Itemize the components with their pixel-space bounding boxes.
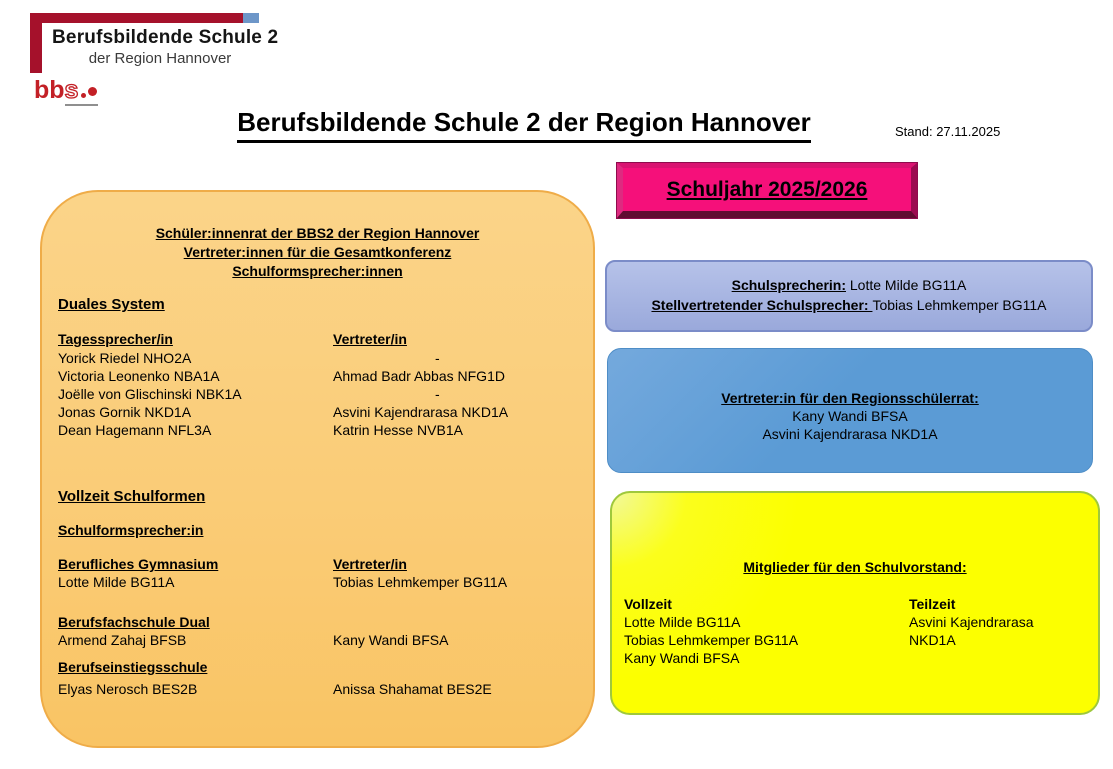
dual-system-heading: Duales System: [58, 296, 165, 313]
board-member-name: Kany Wandi BFSA: [624, 650, 740, 666]
board-member-name: Tobias Lehmkemper BG11A: [624, 632, 799, 648]
stellvertreter-line: [607, 295, 1091, 315]
vollzeit-section-names: [58, 631, 585, 649]
tagessprecher-name: Yorick Riedel NHO2A: [58, 350, 192, 366]
vertreter-name: -: [435, 350, 440, 366]
tagessprecher-name: Dean Hagemann NFL3A: [58, 422, 212, 438]
sprecher-name: Lotte Milde BG11A: [58, 574, 175, 590]
page-title: [154, 107, 894, 143]
schulsprecherin-line: [607, 275, 1091, 295]
dual-row: [58, 349, 585, 367]
vertreter-name: Ahmad Badr Abbas NFG1D: [333, 368, 505, 384]
logo-school-name: Berufsbildende Schule 2: [52, 27, 279, 48]
bbs-logo: [34, 77, 98, 103]
logo-frame-horizontal-bar: [30, 13, 243, 23]
empty-cell: [333, 613, 585, 631]
bbs-logo-s-dots: [65, 76, 99, 106]
regional-council-title: Vertreter:in für den Regionsschülerrat:: [721, 390, 979, 406]
school-board-box: [610, 491, 1100, 715]
teilzeit-column-label: Teilzeit: [909, 596, 956, 612]
vertreter-name: Katrin Hesse NVB1A: [333, 422, 463, 438]
vertreter-name: Anissa Shahamat BES2E: [333, 681, 492, 697]
board-member-name: Asvini Kajendrarasa: [909, 614, 1034, 630]
stellvertreter-name: Tobias Lehmkemper BG11A: [872, 297, 1047, 313]
logo-blue-square: [243, 13, 259, 23]
vertreter-name: Asvini Kajendrarasa NKD1A: [333, 404, 509, 420]
vertreter-name: Tobias Lehmkemper BG11A: [333, 574, 508, 590]
dual-row: [58, 403, 585, 421]
vollzeit-section-labels: [58, 613, 585, 631]
school-speakers-box: [605, 260, 1093, 332]
date-stamp: Stand: 27.11.2025: [895, 124, 1001, 139]
logo-region-name: der Region Hannover: [88, 50, 232, 67]
board-member-name: NKD1A: [909, 632, 956, 648]
school-board-teilzeit-column: [909, 595, 1090, 667]
bbs-small-dot-icon: [81, 93, 86, 98]
vollzeit-heading: Vollzeit Schulformen: [58, 488, 206, 505]
council-heading: [42, 224, 593, 281]
vertreter-column-header: Vertreter/in: [333, 556, 407, 572]
schulform-label: Berufseinstiegsschule: [58, 659, 208, 675]
council-heading-line2: Vertreter:innen für die Gesamtkonferenz: [183, 244, 452, 260]
regional-council-box: [607, 348, 1093, 473]
sprecher-name: Armend Zahaj BFSB: [58, 632, 187, 648]
schuljahr-banner: [617, 163, 917, 218]
vollzeit-section-labels: [58, 555, 585, 573]
council-heading-line1: Schüler:innenrat der BBS2 der Region Hannover: [155, 225, 480, 241]
student-council-box: [40, 190, 595, 748]
empty-cell: [333, 658, 585, 676]
schulsprecherin-name: Lotte Milde BG11A: [846, 277, 967, 293]
vollzeit-section-labels: [58, 658, 585, 676]
schulform-label: Berufsfachschule Dual: [58, 614, 210, 630]
dual-column-headers: [58, 330, 585, 348]
tagessprecher-column-header: Tagessprecher/in: [58, 331, 173, 347]
school-board-vollzeit-column: [624, 595, 909, 667]
schulformsprecher-subheading: Schulformsprecher:in: [58, 522, 204, 538]
vertreter-name: Kany Wandi BFSA: [333, 632, 449, 648]
sprecher-name: Elyas Nerosch BES2B: [58, 681, 198, 697]
schulsprecherin-label: Schulsprecherin:: [731, 277, 846, 293]
regional-council-name: Kany Wandi BFSA: [792, 408, 908, 424]
page-title-text: Berufsbildende Schule 2 der Region Hannover: [237, 107, 811, 143]
regional-council-name: Asvini Kajendrarasa NKD1A: [762, 426, 938, 442]
vertreter-column-header: Vertreter/in: [333, 331, 407, 347]
school-board-title: Mitglieder für den Schulvorstand:: [743, 559, 967, 575]
vollzeit-section-names: [58, 680, 585, 698]
schuljahr-label: Schuljahr 2025/2026: [666, 177, 868, 201]
tagessprecher-name: Joëlle von Glischinski NBK1A: [58, 386, 242, 402]
vollzeit-section-names: [58, 573, 585, 591]
school-board-columns: [624, 595, 1090, 667]
dual-row: [58, 367, 585, 385]
dual-row: [58, 385, 585, 403]
bbs-logo-bb: bb: [34, 76, 65, 104]
dual-row: [58, 421, 585, 439]
council-heading-line3: Schulformsprecher:innen: [232, 263, 403, 279]
tagessprecher-name: Jonas Gornik NKD1A: [58, 404, 192, 420]
bbs-large-dot-icon: [88, 87, 97, 96]
stellvertreter-label: Stellvertretender Schulsprecher:: [651, 297, 873, 313]
vollzeit-column-label: Vollzeit: [624, 596, 672, 612]
bbs-logo-s: s: [64, 76, 79, 104]
schulform-label: Berufliches Gymnasium: [58, 556, 219, 572]
tagessprecher-name: Victoria Leonenko NBA1A: [58, 368, 220, 384]
vertreter-name: -: [435, 386, 440, 402]
board-member-name: Lotte Milde BG11A: [624, 614, 741, 630]
